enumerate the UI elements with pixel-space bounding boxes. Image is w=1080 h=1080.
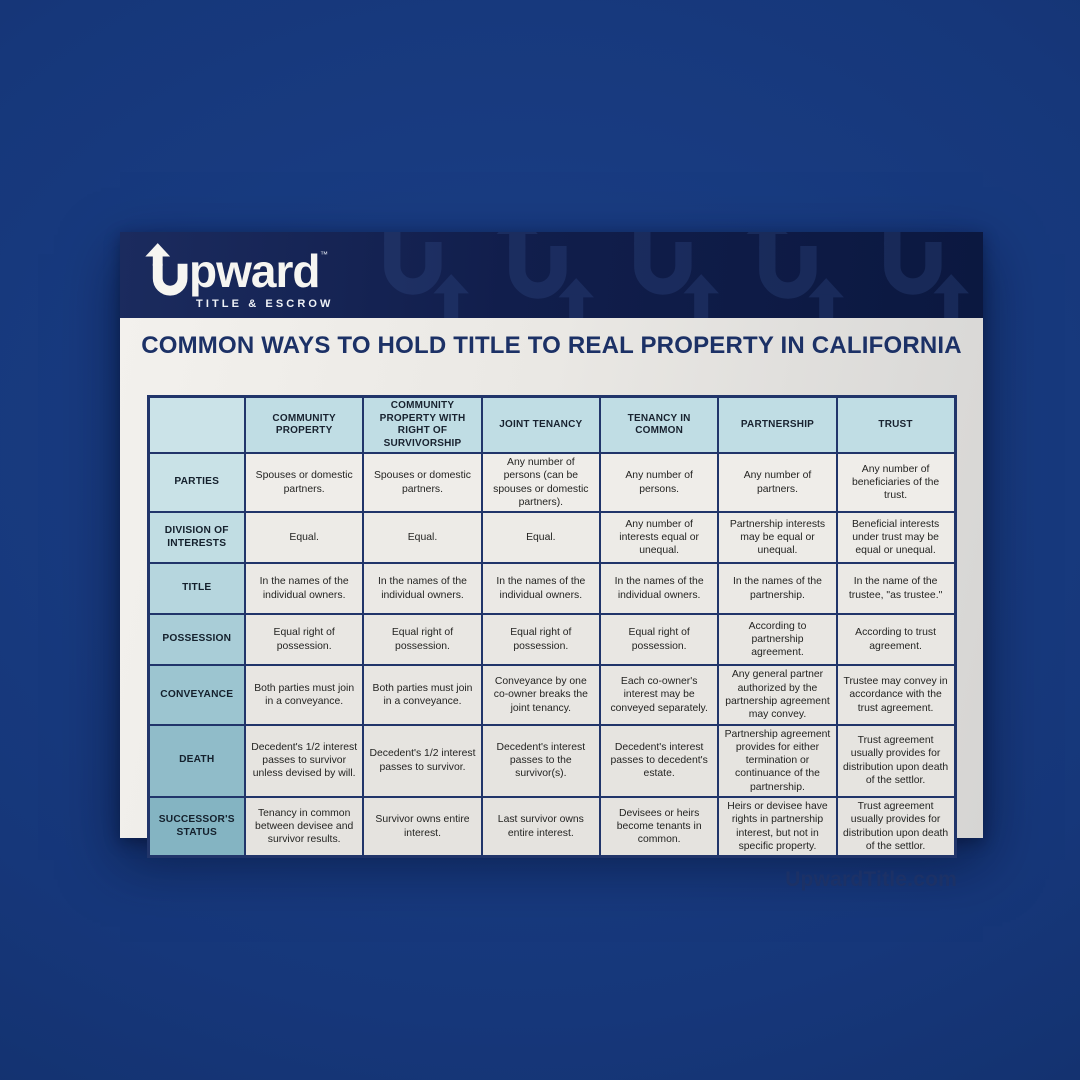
title-comparison-table bbox=[147, 395, 957, 858]
up-arrow-watermark-icon bbox=[432, 270, 494, 318]
column-header-community-property: COMMUNITY PROPERTY bbox=[245, 397, 363, 454]
table-cell: Spouses or domestic partners. bbox=[245, 453, 363, 512]
table-cell: Both parties must join in a conveyance. bbox=[363, 665, 481, 724]
table-cell: In the names of the individual owners. bbox=[600, 563, 718, 614]
table-cell: Decedent's 1/2 interest passes to survivor. bbox=[363, 725, 481, 798]
row-label: SUCCESSOR'S STATUS bbox=[148, 797, 245, 857]
row-label: DIVISION OF INTERESTS bbox=[148, 512, 245, 563]
table-row-parties bbox=[148, 453, 955, 512]
table-cell: Last survivor owns entire interest. bbox=[482, 797, 600, 857]
table-cell: Heirs or devisee have rights in partnership interest, but not in specific property. bbox=[718, 797, 836, 857]
table-row-possession bbox=[148, 614, 955, 665]
table-cell: Spouses or domestic partners. bbox=[363, 453, 481, 512]
column-header-joint-tenancy: JOINT TENANCY bbox=[482, 397, 600, 454]
table-row-successors-status bbox=[148, 797, 955, 857]
up-arrow-watermark-icon bbox=[807, 274, 869, 318]
poster-title: COMMON WAYS TO HOLD TITLE TO REAL PROPERTY IN CALIFORNIA bbox=[141, 332, 962, 359]
column-header-trust: TRUST bbox=[837, 397, 955, 454]
table-cell: Tenancy in common between devisee and survivor results. bbox=[245, 797, 363, 857]
table-cell: Any number of interests equal or unequal. bbox=[600, 512, 718, 563]
table-cell: Trust agreement usually provides for distribution upon death of the settlor. bbox=[837, 797, 955, 857]
up-arrow-watermark-icon bbox=[932, 270, 983, 318]
poster-header-band bbox=[120, 232, 983, 318]
table-cell: Survivor owns entire interest. bbox=[363, 797, 481, 857]
table-cell: Equal. bbox=[245, 512, 363, 563]
table-cell: Conveyance by one co-owner breaks the joint tenancy. bbox=[482, 665, 600, 724]
table-cell: Both parties must join in a conveyance. bbox=[245, 665, 363, 724]
table-cell: Beneficial interests under trust may be equal or unequal. bbox=[837, 512, 955, 563]
up-arrow-watermark-icon bbox=[557, 274, 619, 318]
table-cell: In the names of the individual owners. bbox=[363, 563, 481, 614]
column-header-tenancy-in-common: TENANCY IN COMMON bbox=[600, 397, 718, 454]
table-cell: According to trust agreement. bbox=[837, 614, 955, 665]
logo-wordmark: pward bbox=[189, 245, 320, 297]
table-cell: Trustee may convey in accordance with the trust agreement. bbox=[837, 665, 955, 724]
table-cell: Equal right of possession. bbox=[600, 614, 718, 665]
table-cell: In the names of the individual owners. bbox=[482, 563, 600, 614]
table-cell: Any number of persons. bbox=[600, 453, 718, 512]
table-cell: Equal right of possession. bbox=[482, 614, 600, 665]
table-row-conveyance bbox=[148, 665, 955, 724]
table-row-death bbox=[148, 725, 955, 798]
table-cell: Equal. bbox=[363, 512, 481, 563]
table-cell: Decedent's 1/2 interest passes to survivor unless devised by will. bbox=[245, 725, 363, 798]
logo-tagline: TITLE & ESCROW bbox=[196, 298, 334, 310]
table-cell: In the names of the partnership. bbox=[718, 563, 836, 614]
table-cell: Partnership interests may be equal or unequal. bbox=[718, 512, 836, 563]
table-cell: Any general partner authorized by the partnership agreement may convey. bbox=[718, 665, 836, 724]
row-label: PARTIES bbox=[148, 453, 245, 512]
table-cell: Decedent's interest passes to the survivor(s). bbox=[482, 725, 600, 798]
title-flyer-poster bbox=[120, 232, 983, 892]
website-url: UpwardTitle.com bbox=[785, 868, 957, 892]
table-cell: Trust agreement usually provides for distribution upon death of the settlor. bbox=[837, 725, 955, 798]
column-header-community-property-survivorship: COMMUNITY PROPERTY WITH RIGHT OF SURVIVORSHIP bbox=[363, 397, 481, 454]
table-row-title bbox=[148, 563, 955, 614]
table-cell: According to partnership agreement. bbox=[718, 614, 836, 665]
row-label: POSSESSION bbox=[148, 614, 245, 665]
table-cell: Partnership agreement provides for either termination or continuance of the partnership. bbox=[718, 725, 836, 798]
table-cell: In the names of the individual owners. bbox=[245, 563, 363, 614]
table-cell: Equal right of possession. bbox=[363, 614, 481, 665]
upward-u-arrow-icon bbox=[144, 241, 188, 301]
table-cell: Devisees or heirs become tenants in common. bbox=[600, 797, 718, 857]
table-cell: Any number of persons (can be spouses or domestic partners). bbox=[482, 453, 600, 512]
trademark-symbol: ™ bbox=[320, 250, 328, 259]
row-label: DEATH bbox=[148, 725, 245, 798]
table-cell: Any number of beneficiaries of the trust. bbox=[837, 453, 955, 512]
corner-cell bbox=[148, 397, 245, 454]
table-cell: Decedent's interest passes to decedent's estate. bbox=[600, 725, 718, 798]
row-label: CONVEYANCE bbox=[148, 665, 245, 724]
table-row-division-of-interests bbox=[148, 512, 955, 563]
up-arrow-watermark-icon bbox=[682, 270, 744, 318]
column-header-partnership: PARTNERSHIP bbox=[718, 397, 836, 454]
poster-body bbox=[120, 318, 983, 892]
table-cell: Equal right of possession. bbox=[245, 614, 363, 665]
table-cell: Each co-owner's interest may be conveyed separately. bbox=[600, 665, 718, 724]
table-cell: In the name of the trustee, "as trustee." bbox=[837, 563, 955, 614]
upward-logo bbox=[144, 241, 344, 311]
table-cell: Equal. bbox=[482, 512, 600, 563]
table-cell: Any number of partners. bbox=[718, 453, 836, 512]
table-header-row bbox=[148, 397, 955, 454]
row-label: TITLE bbox=[148, 563, 245, 614]
